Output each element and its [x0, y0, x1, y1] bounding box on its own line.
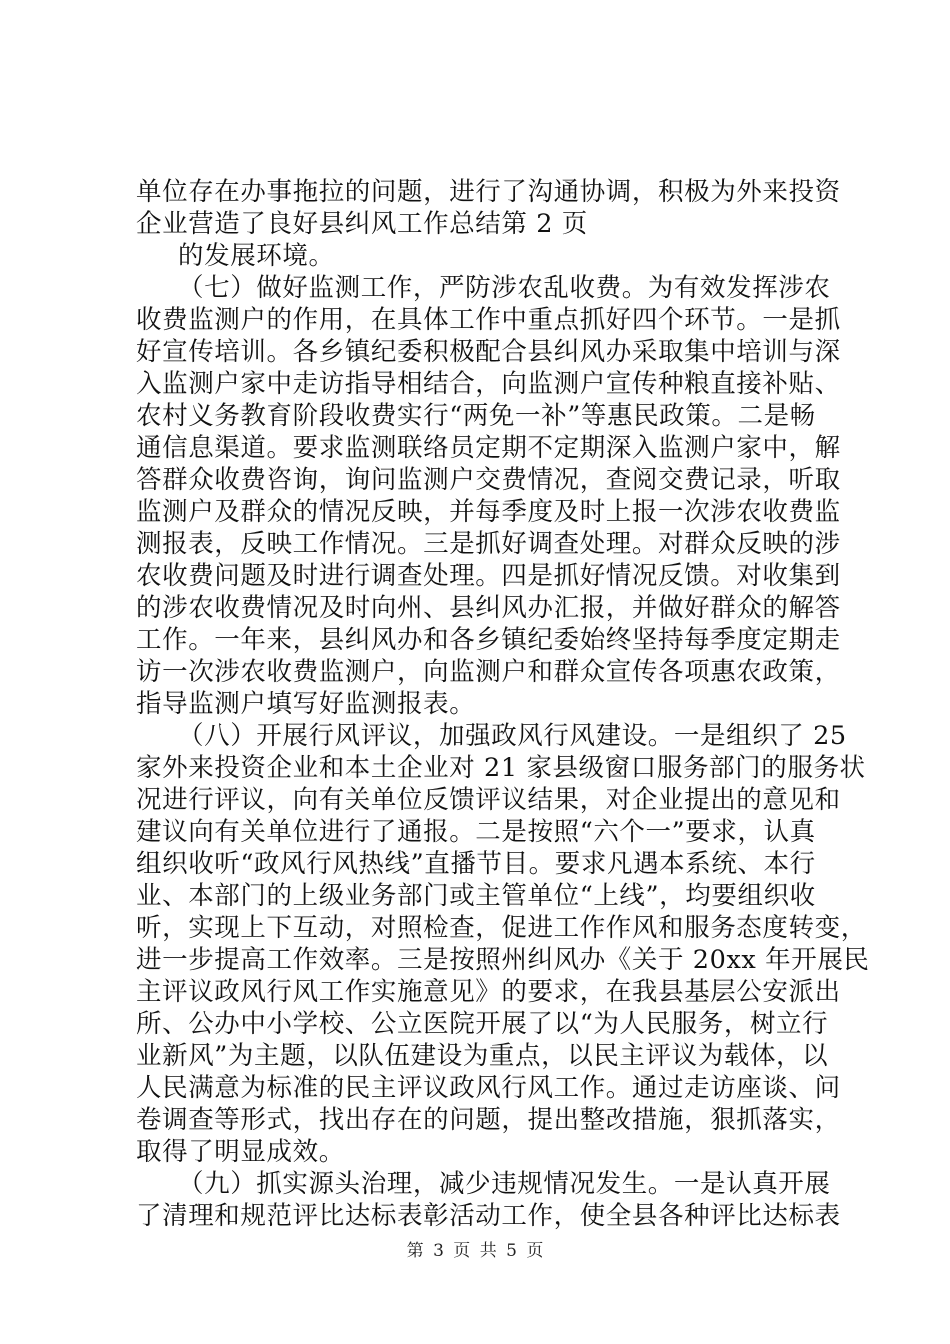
text-line: 农收费问题及时进行调查处理。四是抓好情况反馈。对收集到	[136, 561, 841, 591]
text-line: 况进行评议，向有关单位反馈评议结果，对企业提出的意见和	[136, 785, 841, 815]
text-line: 取得了明显成效。	[136, 1137, 345, 1167]
text-line: 主评议政风行风工作实施意见》的要求，在我县基层公安派出	[136, 977, 841, 1007]
text-line: 组织收听“政风行风热线”直播节目。要求凡遇本系统、本行	[136, 849, 816, 879]
text-line: 答群众收费咨询，询问监测户交费情况，查阅交费记录，听取	[136, 465, 841, 495]
text-line: 的发展环境。	[178, 241, 335, 271]
text-line: 农村义务教育阶段收费实行“两免一补”等惠民政策。二是畅	[136, 401, 816, 431]
text-line: 好宣传培训。各乡镇纪委积极配合县纠风办采取集中培训与深	[136, 337, 841, 367]
text-line: 入监测户家中走访指导相结合，向监测户宣传种粮直接补贴、	[136, 369, 841, 399]
text-line: 工作。一年来，县纠风办和各乡镇纪委始终坚持每季度定期走	[136, 625, 841, 655]
text-line: 卷调查等形式，找出存在的问题，提出整改措施，狠抓落实，	[136, 1105, 841, 1135]
text-line: 指导监测户填写好监测报表。	[136, 689, 476, 719]
text-line: 的涉农收费情况及时向州、县纠风办汇报，并做好群众的解答	[136, 593, 841, 623]
text-line: 测报表，反映工作情况。三是抓好调查处理。对群众反映的涉	[136, 529, 841, 559]
text-line: 访一次涉农收费监测户，向监测户和群众宣传各项惠农政策，	[136, 657, 841, 687]
text-line: 监测户及群众的情况反映，并每季度及时上报一次涉农收费监	[136, 497, 841, 527]
text-line: 单位存在办事拖拉的问题，进行了沟通协调，积极为外来投资	[136, 177, 841, 207]
text-line: 了清理和规范评比达标表彰活动工作，使全县各种评比达标表	[136, 1201, 841, 1231]
text-line: 业新风”为主题，以队伍建设为重点，以民主评议为载体，以	[136, 1041, 829, 1071]
text-line: 企业营造了良好县纠风工作总结第 2 页	[136, 209, 588, 239]
text-line: 建议向有关单位进行了通报。二是按照“六个一”要求，认真	[136, 817, 816, 847]
text-line: 通信息渠道。要求监测联络员定期不定期深入监测户家中，解	[136, 433, 841, 463]
paragraph-heading-line: （八）开展行风评议，加强政风行风建设。一是组织了 25	[178, 721, 847, 751]
text-line: 收费监测户的作用，在具体工作中重点抓好四个环节。一是抓	[136, 305, 841, 335]
text-line: 所、公办中小学校、公立医院开展了以“为人民服务，树立行	[136, 1009, 829, 1039]
paragraph-heading-line: （九）抓实源头治理，减少违规情况发生。一是认真开展	[178, 1169, 831, 1199]
text-line: 业、本部门的上级业务部门或主管单位“上线”，均要组织收	[136, 881, 816, 911]
text-line: 家外来投资企业和本土企业对 21 家县级窗口服务部门的服务状	[136, 753, 866, 783]
page-number-footer: 第 3 页 共 5 页	[406, 1241, 544, 1261]
paragraph-heading-line: （七）做好监测工作，严防涉农乱收费。为有效发挥涉农	[178, 273, 831, 303]
text-line: 听，实现上下互动，对照检查，促进工作作风和服务态度转变，	[136, 913, 867, 943]
text-line: 进一步提高工作效率。三是按照州纠风办《关于 20xx 年开展民	[136, 945, 870, 975]
text-line: 人民满意为标准的民主评议政风行风工作。通过走访座谈、问	[136, 1073, 841, 1103]
